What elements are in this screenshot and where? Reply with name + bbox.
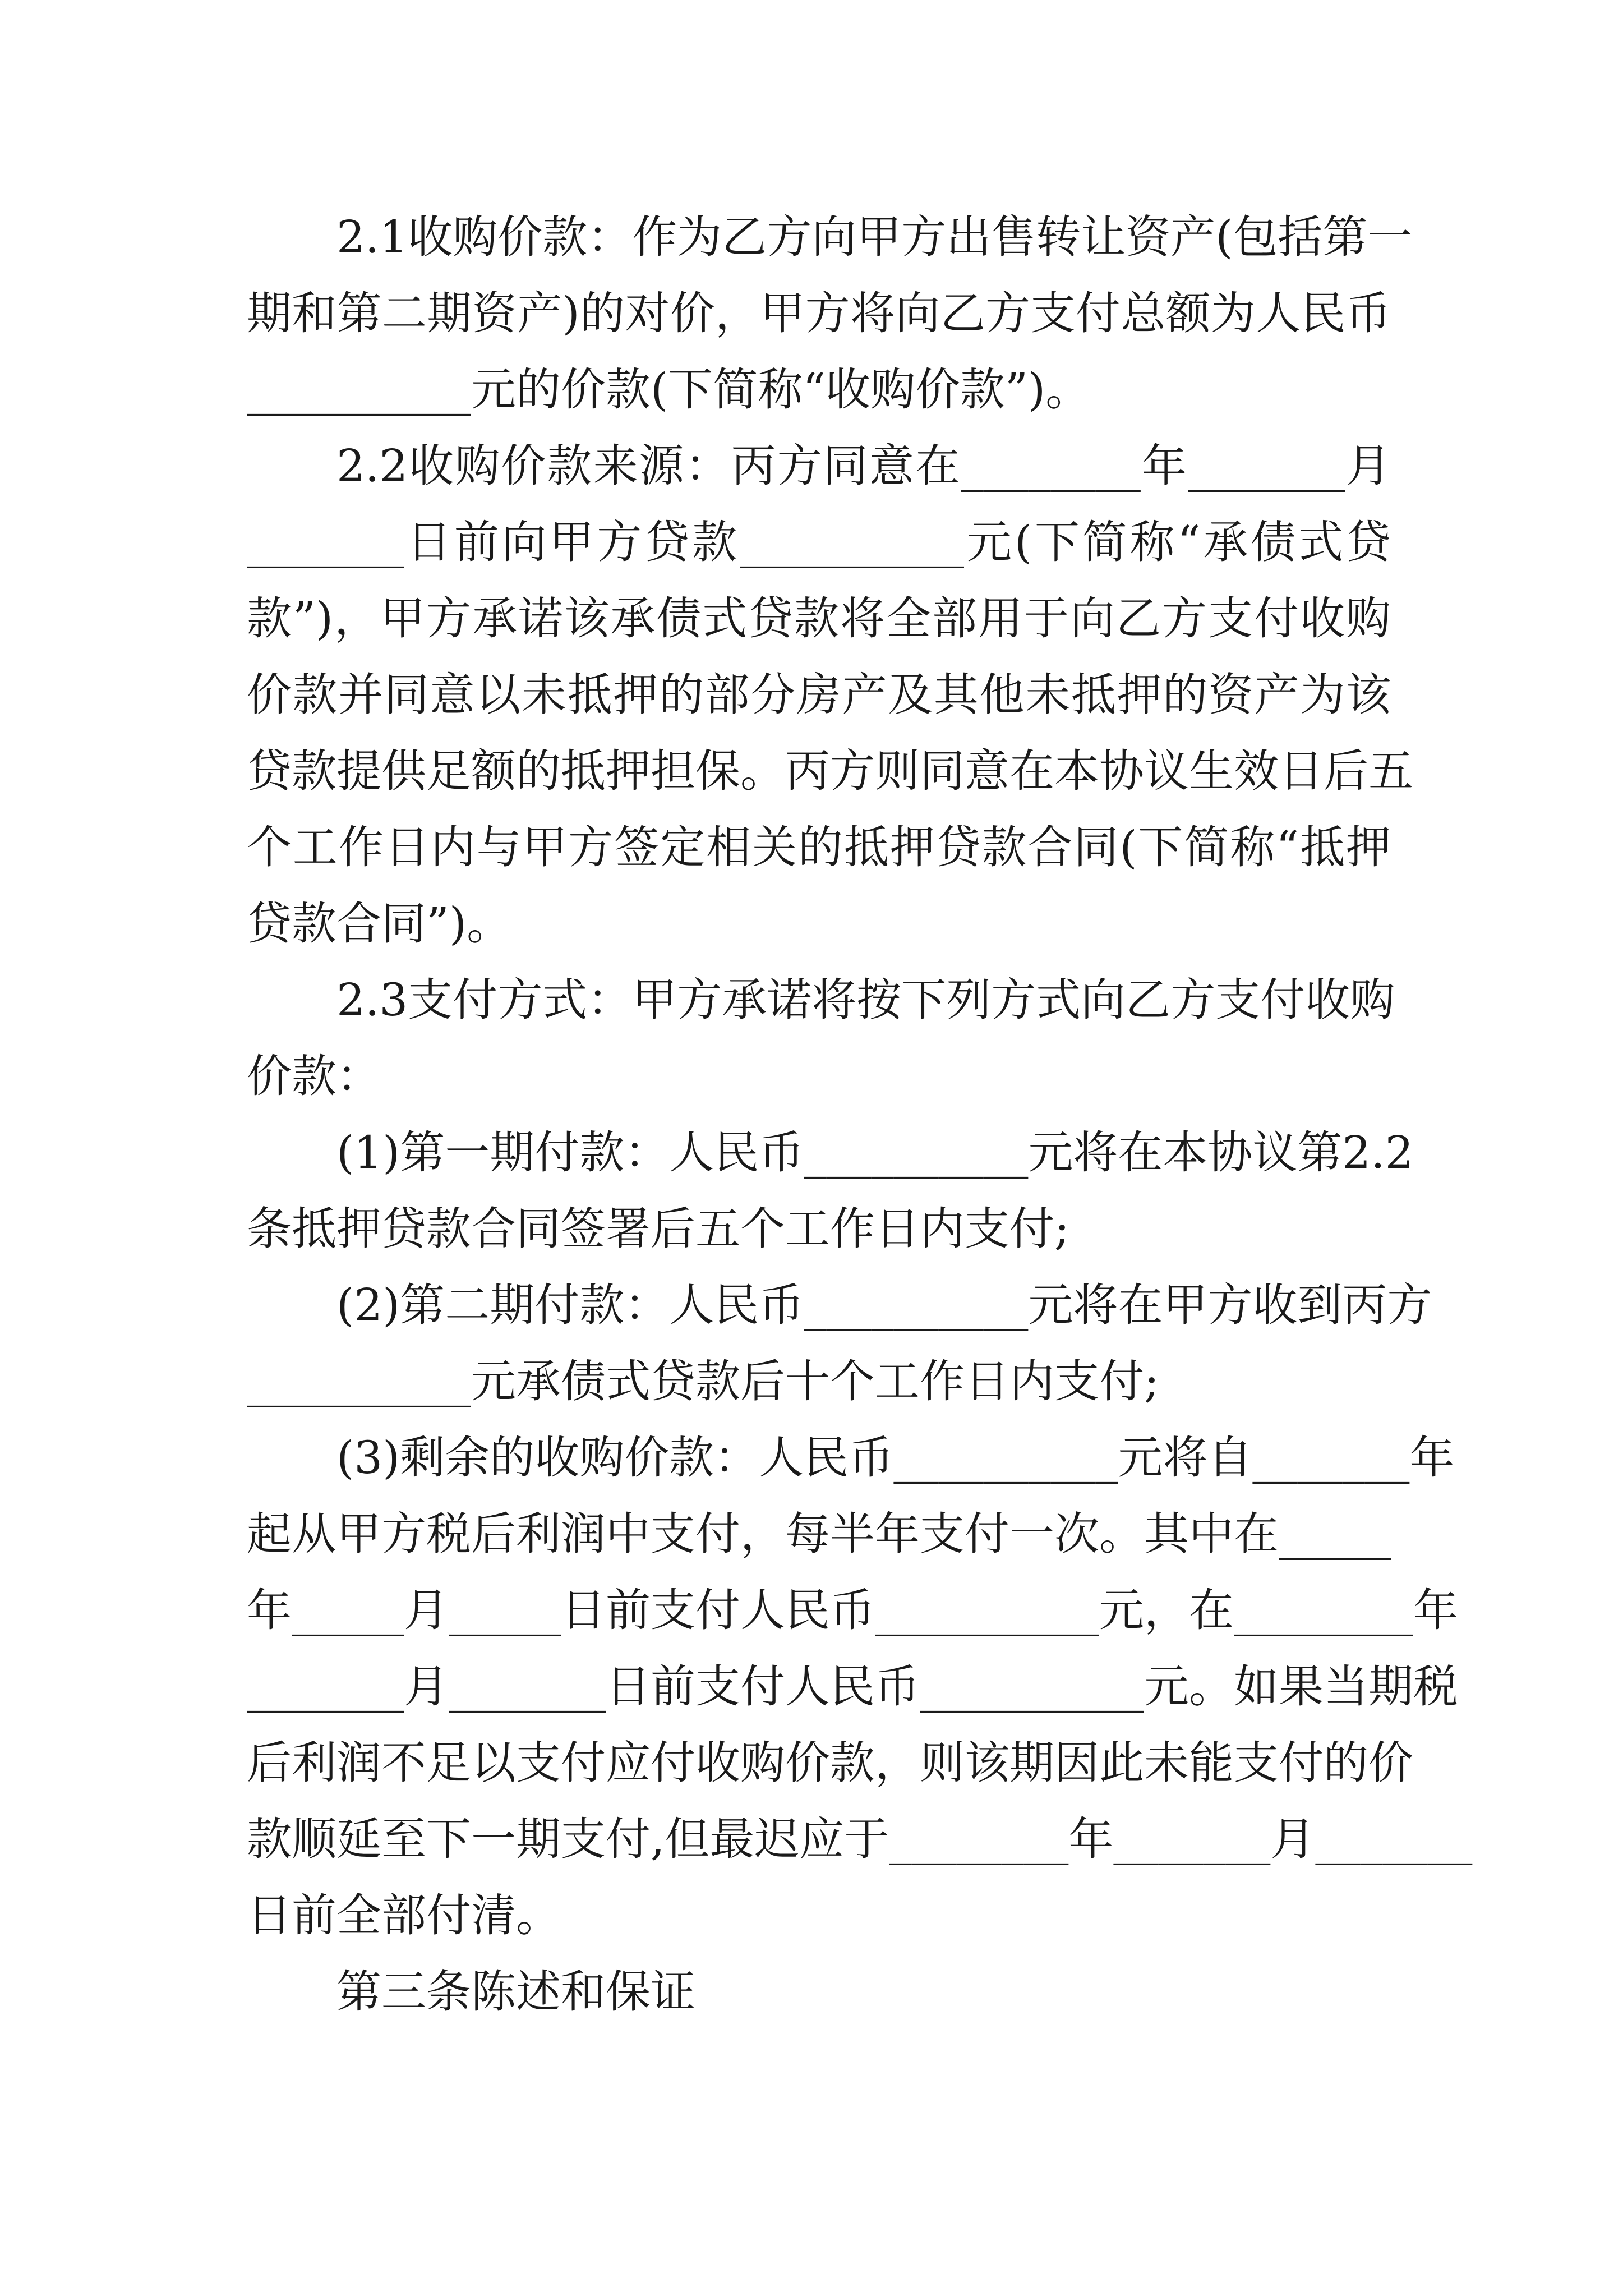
text-line: 日前全部付清。 [247,1889,561,1941]
text-line: _______月_______日前支付人民币__________元。如果当期税 [247,1660,1458,1713]
text-line: 款”)，甲方承诺该承债式贷款将全部用于向乙方支付收购 [247,592,1391,645]
text-line: __________元承债式贷款后十个工作日内支付; [247,1355,1159,1407]
section-heading: 第三条陈述和保证 [336,1966,695,2018]
text-line: 2.2收购价款来源：丙方同意在________年_______月 [336,440,1391,492]
text-line: (3)剩余的收购价款：人民币__________元将自_______年 [336,1432,1455,1484]
document-page [247,199,1473,2030]
text-line: 款顺延至下一期支付,但最迟应于________年_______月_______ [247,1813,1473,1865]
text-line: 期和第二期资产)的对价，甲方将向乙方支付总额为人民币 [247,287,1391,339]
text-line: 贷款合同”)。 [247,898,512,950]
text-line: (2)第二期付款：人民币__________元将在甲方收到丙方 [336,1279,1432,1331]
text-line: _______日前向甲方贷款__________元(下简称“承债式贷 [247,516,1391,568]
text-line: __________元的价款(下简称“收购价款”)。 [247,364,1091,416]
text-line: 价款： [247,1050,381,1102]
text-line: 2.1收购价款：作为乙方向甲方出售转让资产(包括第一 [336,211,1413,263]
text-line: 起从甲方税后利润中支付，每半年支付一次。其中在_____ [247,1508,1391,1560]
text-line: 2.3支付方式：甲方承诺将按下列方式向乙方支付收购 [336,974,1395,1026]
text-line: 条抵押贷款合同签署后五个工作日内支付; [247,1203,1069,1255]
text-line: (1)第一期付款：人民币__________元将在本协议第2.2 [336,1126,1414,1179]
text-line: 年_____月_____日前支付人民币__________元，在________年 [247,1584,1458,1636]
text-line: 价款并同意以未抵押的部分房产及其他未抵押的资产为该 [247,669,1391,721]
text-line: 后利润不足以支付应付收购价款，则该期因此未能支付的价 [247,1737,1413,1789]
text-line: 个工作日内与甲方签定相关的抵押贷款合同(下简称“抵押 [247,821,1391,873]
text-line: 贷款提供足额的抵押担保。丙方则同意在本协议生效日后五 [247,745,1413,797]
